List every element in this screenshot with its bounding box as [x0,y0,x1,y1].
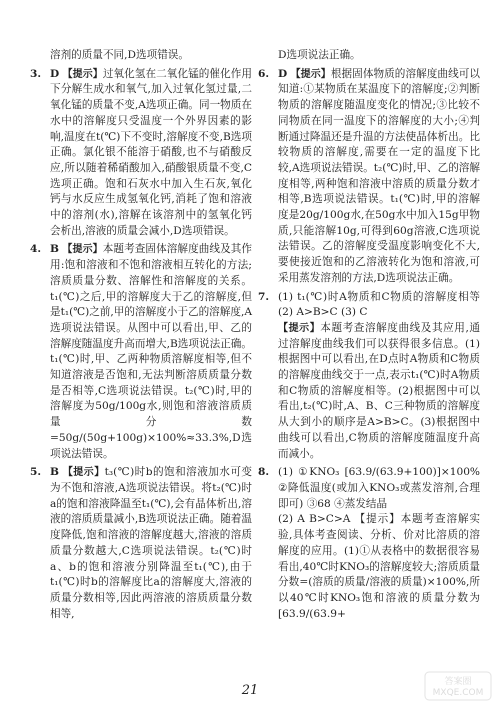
item-number: 7. [258,290,270,303]
item-text: t₃(℃)时b的饱和溶液加水可变为不饱和溶液,A选项说法错误。将t₂(℃)时a的饱和溶液降温至t₁(℃),会有晶体析出,溶液的溶质质量减小,B选项说法正确。随着温度降低,饱和溶液的溶解度越大,溶液的溶质质量分数越大,C选项说法错误。t₂(℃)时a、b的饱和溶液分别降温至t₁(℃),由于t₁(℃)时b的溶解度比a的溶解度大,溶液的质量分数相等,因此两溶液的溶质质量分数相等, [50,466,253,620]
answer-item-4 [30,242,252,462]
answer-item-7 [258,290,480,463]
right-column [258,48,480,625]
item-number: 3. [30,67,42,80]
answer-item [258,48,480,64]
hint-label: 【提示】 [278,322,321,334]
answer-item-3 [30,67,252,240]
item-text: 根据固体物质的溶解度曲线可以知道:①某物质在某温度下的溶解度;②判断物质的溶解度随温度变化的情况;③比较不同物质在同一温度下的溶解度的大小;④判断通过降温还是升温的方法使晶体析出。比较物质的溶解度,需要在一定的温度下比较,A选项说法错误。t₂(℃)时,甲、乙的溶解度相等,两种饱和溶液中溶质的质量分数才相等,B选项说法错误。t₁(℃)时,甲的溶解度是20g/100g水,在50g水中加入15g甲物质,只能溶解10g,可得到60g溶液,C选项说法错误。乙的溶解度受温度影响变化不大,要使接近饱和的乙溶液转化为饱和溶液,可采用蒸发溶剂的方法,D选项说法正确。 [278,67,480,284]
watermark-line1: 答案圈 [444,677,472,687]
hint-label: 【提示】 [290,68,331,80]
answer-item-5 [30,465,252,622]
item-text: D选项说法正确。 [278,49,361,61]
item-text: 溶剂的质量不同,D选项错误。 [50,49,189,61]
hint-label: 【提示】 [62,244,103,256]
left-column [30,48,252,625]
answer-item-8 [258,465,480,622]
watermark-line2: MXQE.COM [432,688,484,698]
item-answer: B [50,243,59,256]
item-answer: D [50,67,60,80]
item-text: 过氧化氢在二氧化锰的催化作用下分解生成水和氧气,加入过氧化氢过量,二氧化锰的质量不变,A选项正确。同一物质在水中的溶解度只受温度一个外界因素的影响,温度在t(℃)下不变时,溶解度不变,B选项正确。氯化银不能溶于硝酸,也不与硝酸反应,所以随着稀硝酸加入,硝酸银质量不变,C选项正确。饱和石灰水中加入生石灰,氧化钙与水反应生成氢氧化钙,消耗了饱和溶液中的溶剂(水),溶解在该溶剂中的氢氧化钙会析出,溶液的质量会减小,D选项错误。 [50,67,252,237]
item-number: 8. [258,466,270,479]
item-number: 4. [30,243,42,256]
item-answer: D [278,67,288,80]
answer-item [30,48,252,64]
answer-item-6 [258,67,480,287]
item-number: 6. [258,67,270,80]
watermark-logo [424,671,492,701]
item-number: 5. [30,466,42,479]
hint-label: 【提示】 [62,467,105,479]
item-answer: B [50,466,59,479]
item-answer: (1) ①KNO₃ [63.9/(63.9+100)]×100% ②降低温度(或加入KNO₃或蒸发溶剂,合理即可) ③68 ④蒸发结晶 [278,466,480,510]
hint-label: 【提示】 [62,68,103,80]
page-number: 21 [241,683,259,698]
item-text: 本题考查固体溶解度曲线及其作用:饱和溶液和不饱和溶液相互转化的方法;溶质质量分数、溶解性和溶解度的关系。t₁(℃)之后,甲的溶解度大于乙的溶解度,但是t₁(℃)之前,甲的溶解度小于乙的溶解度,A选项说法错误。从图中可以看出,甲、乙的溶解度随温度升高而增大,B选项说法正确。t₁(℃)时,甲、乙两种物质溶解度相等,但不知道溶液是否饱和,无法判断溶质质量分数是否相等,C选项说法错误。t₂(℃)时,甲的溶解度为50g/100g水,则饱和溶液溶质质量分数=50g/(50g+100g)×100%≈33.3%,D选项说法错误。 [50,243,253,460]
item-text: 本题考查溶解度曲线及其应用,通过溶解度曲线我们可以获得很多信息。(1)根据图中可以看出,在D点时A物质和C物质的溶解度曲线交于一点,表示t₁(℃)时A物质和C物质的溶解度相等。(2)根据图中可以看出,t₂(℃)时,A、B、C三种物质的溶解度从大到小的顺序是A>B>C。(3)根据图中曲线可以看出,C物质的溶解度随温度升高而减小。 [278,321,480,460]
item-text: (2) A B>C>A 【提示】本题考查溶解实验,具体考查阅读、分析、价对比溶质的溶解度的应用。(1)①从表格中的数据很容易看出,40℃时KNO₃的溶解度较大;溶质质量分数=(溶质的质量/溶液的质量)×100%,所以40℃时KNO₃饱和溶液的质量分数为[63.9/(63.9+ [278,513,480,620]
item-answer: (1) t₁(℃)时A物质和C物质的溶解度相等 (2) A>B>C (3) C [278,290,480,319]
